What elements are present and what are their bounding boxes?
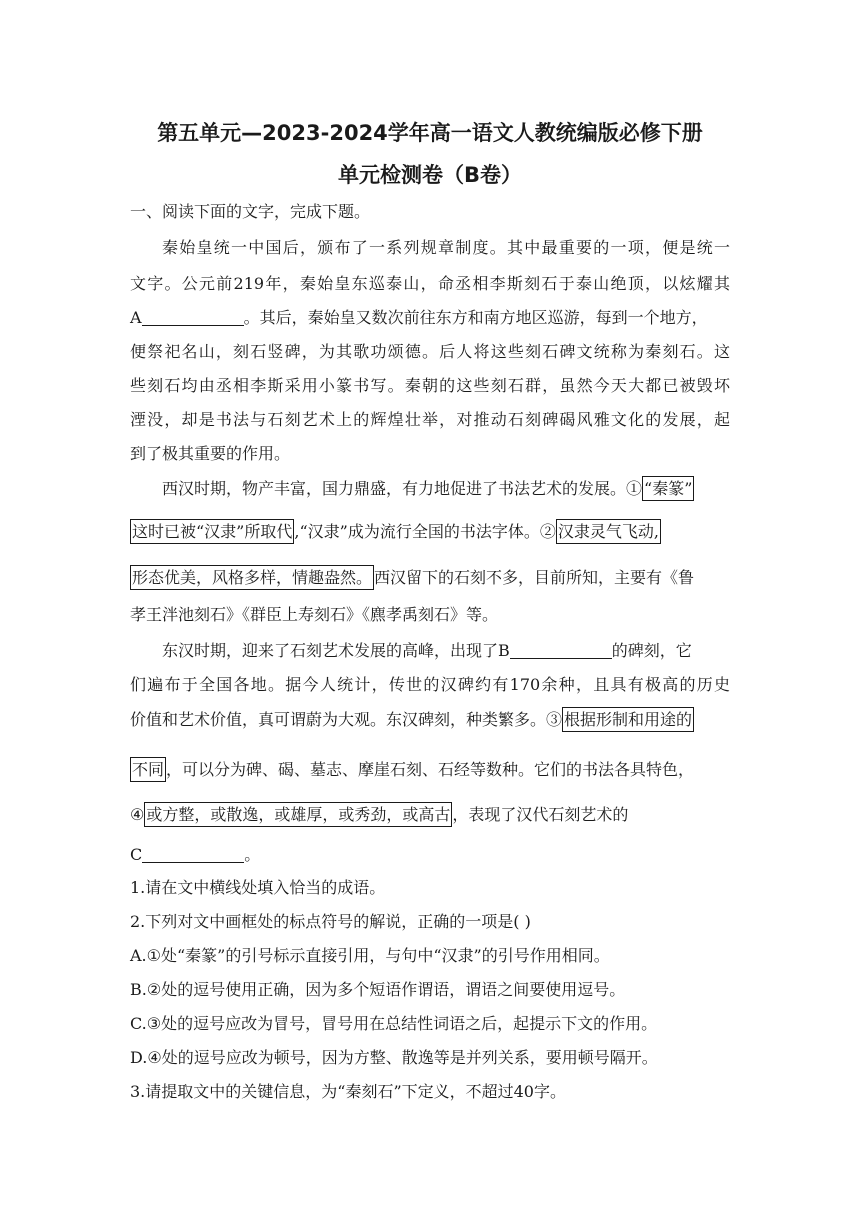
exam-title: 第五单元—2023-2024学年高一语文人教统编版必修下册: [157, 121, 703, 145]
framed-text-2: 汉隶灵气飞动,: [556, 519, 661, 544]
framed-text-3-cont: 不同: [130, 757, 166, 782]
blank-c[interactable]: [142, 844, 244, 863]
blank-b[interactable]: [510, 640, 612, 659]
passage-line: 价值和艺术价值，真可谓蔚为大观。东汉碑刻，种类繁多。③ 根据形制和用途的: [130, 708, 730, 732]
framed-text-1: “秦篆”: [642, 476, 694, 501]
passage-line: 文字。公元前219年，秦始皇东巡泰山，命丞相李斯刻石于泰山绝顶，以炫耀其: [130, 274, 730, 293]
passage-line: 形态优美，风格多样，情趣盎然。 西汉留下的石刻不多，目前所知，主要有《鲁: [130, 566, 730, 590]
passage-line: 秦始皇统一中国后，颁布了一系列规章制度。其中最重要的一项，便是统一: [162, 238, 730, 257]
marker-4: ④: [130, 805, 145, 824]
section-heading: 一、阅读下面的文字，完成下题。: [130, 202, 371, 221]
passage-line: 不同 ，可以分为碑、碣、墓志、摩崖石刻、石经等数种。它们的书法各具特色，: [130, 758, 730, 782]
option-a[interactable]: A.①处“秦篆”的引号标示直接引用，与句中“汉隶”的引号作用相同。: [130, 946, 610, 965]
framed-text-3: 根据形制和用途的: [562, 707, 694, 732]
blank-label-c: C: [130, 845, 143, 864]
passage-line: 些刻石均由丞相李斯采用小篆书写。秦朝的这些刻石群，虽然今天大都已被毁坏: [130, 376, 730, 395]
passage-line: 东汉时期，迎来了石刻艺术发展的高峰，出现了B 的碑刻，它: [162, 641, 692, 660]
blank-label-a: A: [130, 308, 142, 327]
passage-line: A 。其后，秦始皇又数次前往东方和南方地区巡游，每到一个地方，: [130, 308, 708, 327]
option-d[interactable]: D.④处的逗号应改为顿号，因为方整、散逸等是并列关系，要用顿号隔开。: [130, 1048, 658, 1067]
passage-line: 到了极其重要的作用。: [130, 444, 291, 463]
option-c[interactable]: C.③处的逗号应改为冒号，冒号用在总结性词语之后，起提示下文的作用。: [130, 1014, 658, 1033]
exam-subtitle: 单元检测卷（B卷）: [337, 163, 522, 187]
option-b[interactable]: B.②处的逗号使用正确，因为多个短语作谓语，谓语之间要使用逗号。: [130, 980, 626, 999]
passage-line: 们遍布于全国各地。据今人统计，传世的汉碑约有170余种，且具有极高的历史: [130, 675, 730, 694]
question-3: 3.请提取文中的关键信息，为“秦刻石”下定义，不超过40字。: [130, 1082, 566, 1101]
passage-line: ④ 或方整，或散逸，或雄厚，或秀劲，或高古 ，表现了汉代石刻艺术的: [130, 803, 730, 827]
question-2: 2.下列对文中画框处的标点符号的解说，正确的一项是( ): [130, 912, 531, 931]
passage-line: 湮没，却是书法与石刻艺术上的辉煌壮举，对推动石刻碑碣风雅文化的发展，起: [130, 410, 730, 429]
passage-line: 这时已被“汉隶”所取代 ,“汉隶”成为流行全国的书法字体。② 汉隶灵气飞动,: [130, 520, 730, 544]
question-1: 1.请在文中横线处填入恰当的成语。: [130, 878, 386, 897]
passage-line: 西汉时期，物产丰富，国力鼎盛，有力地促进了书法艺术的发展。① “秦篆”: [130, 477, 730, 501]
passage-line: 便祭祀名山，刻石竖碑，为其歌功颂德。后人将这些刻石碑文统称为秦刻石。这: [130, 342, 730, 361]
passage-line: C 。: [130, 845, 261, 864]
passage-line: 孝王泮池刻石》《群臣上寿刻石》《麃孝禹刻石》等。: [130, 605, 499, 624]
framed-text-4: 或方整，或散逸，或雄厚，或秀劲，或高古: [144, 802, 452, 827]
framed-text-2-cont: 形态优美，风格多样，情趣盎然。: [130, 565, 374, 590]
framed-text-1-cont: 这时已被“汉隶”所取代: [130, 519, 294, 544]
blank-a[interactable]: [142, 307, 244, 326]
